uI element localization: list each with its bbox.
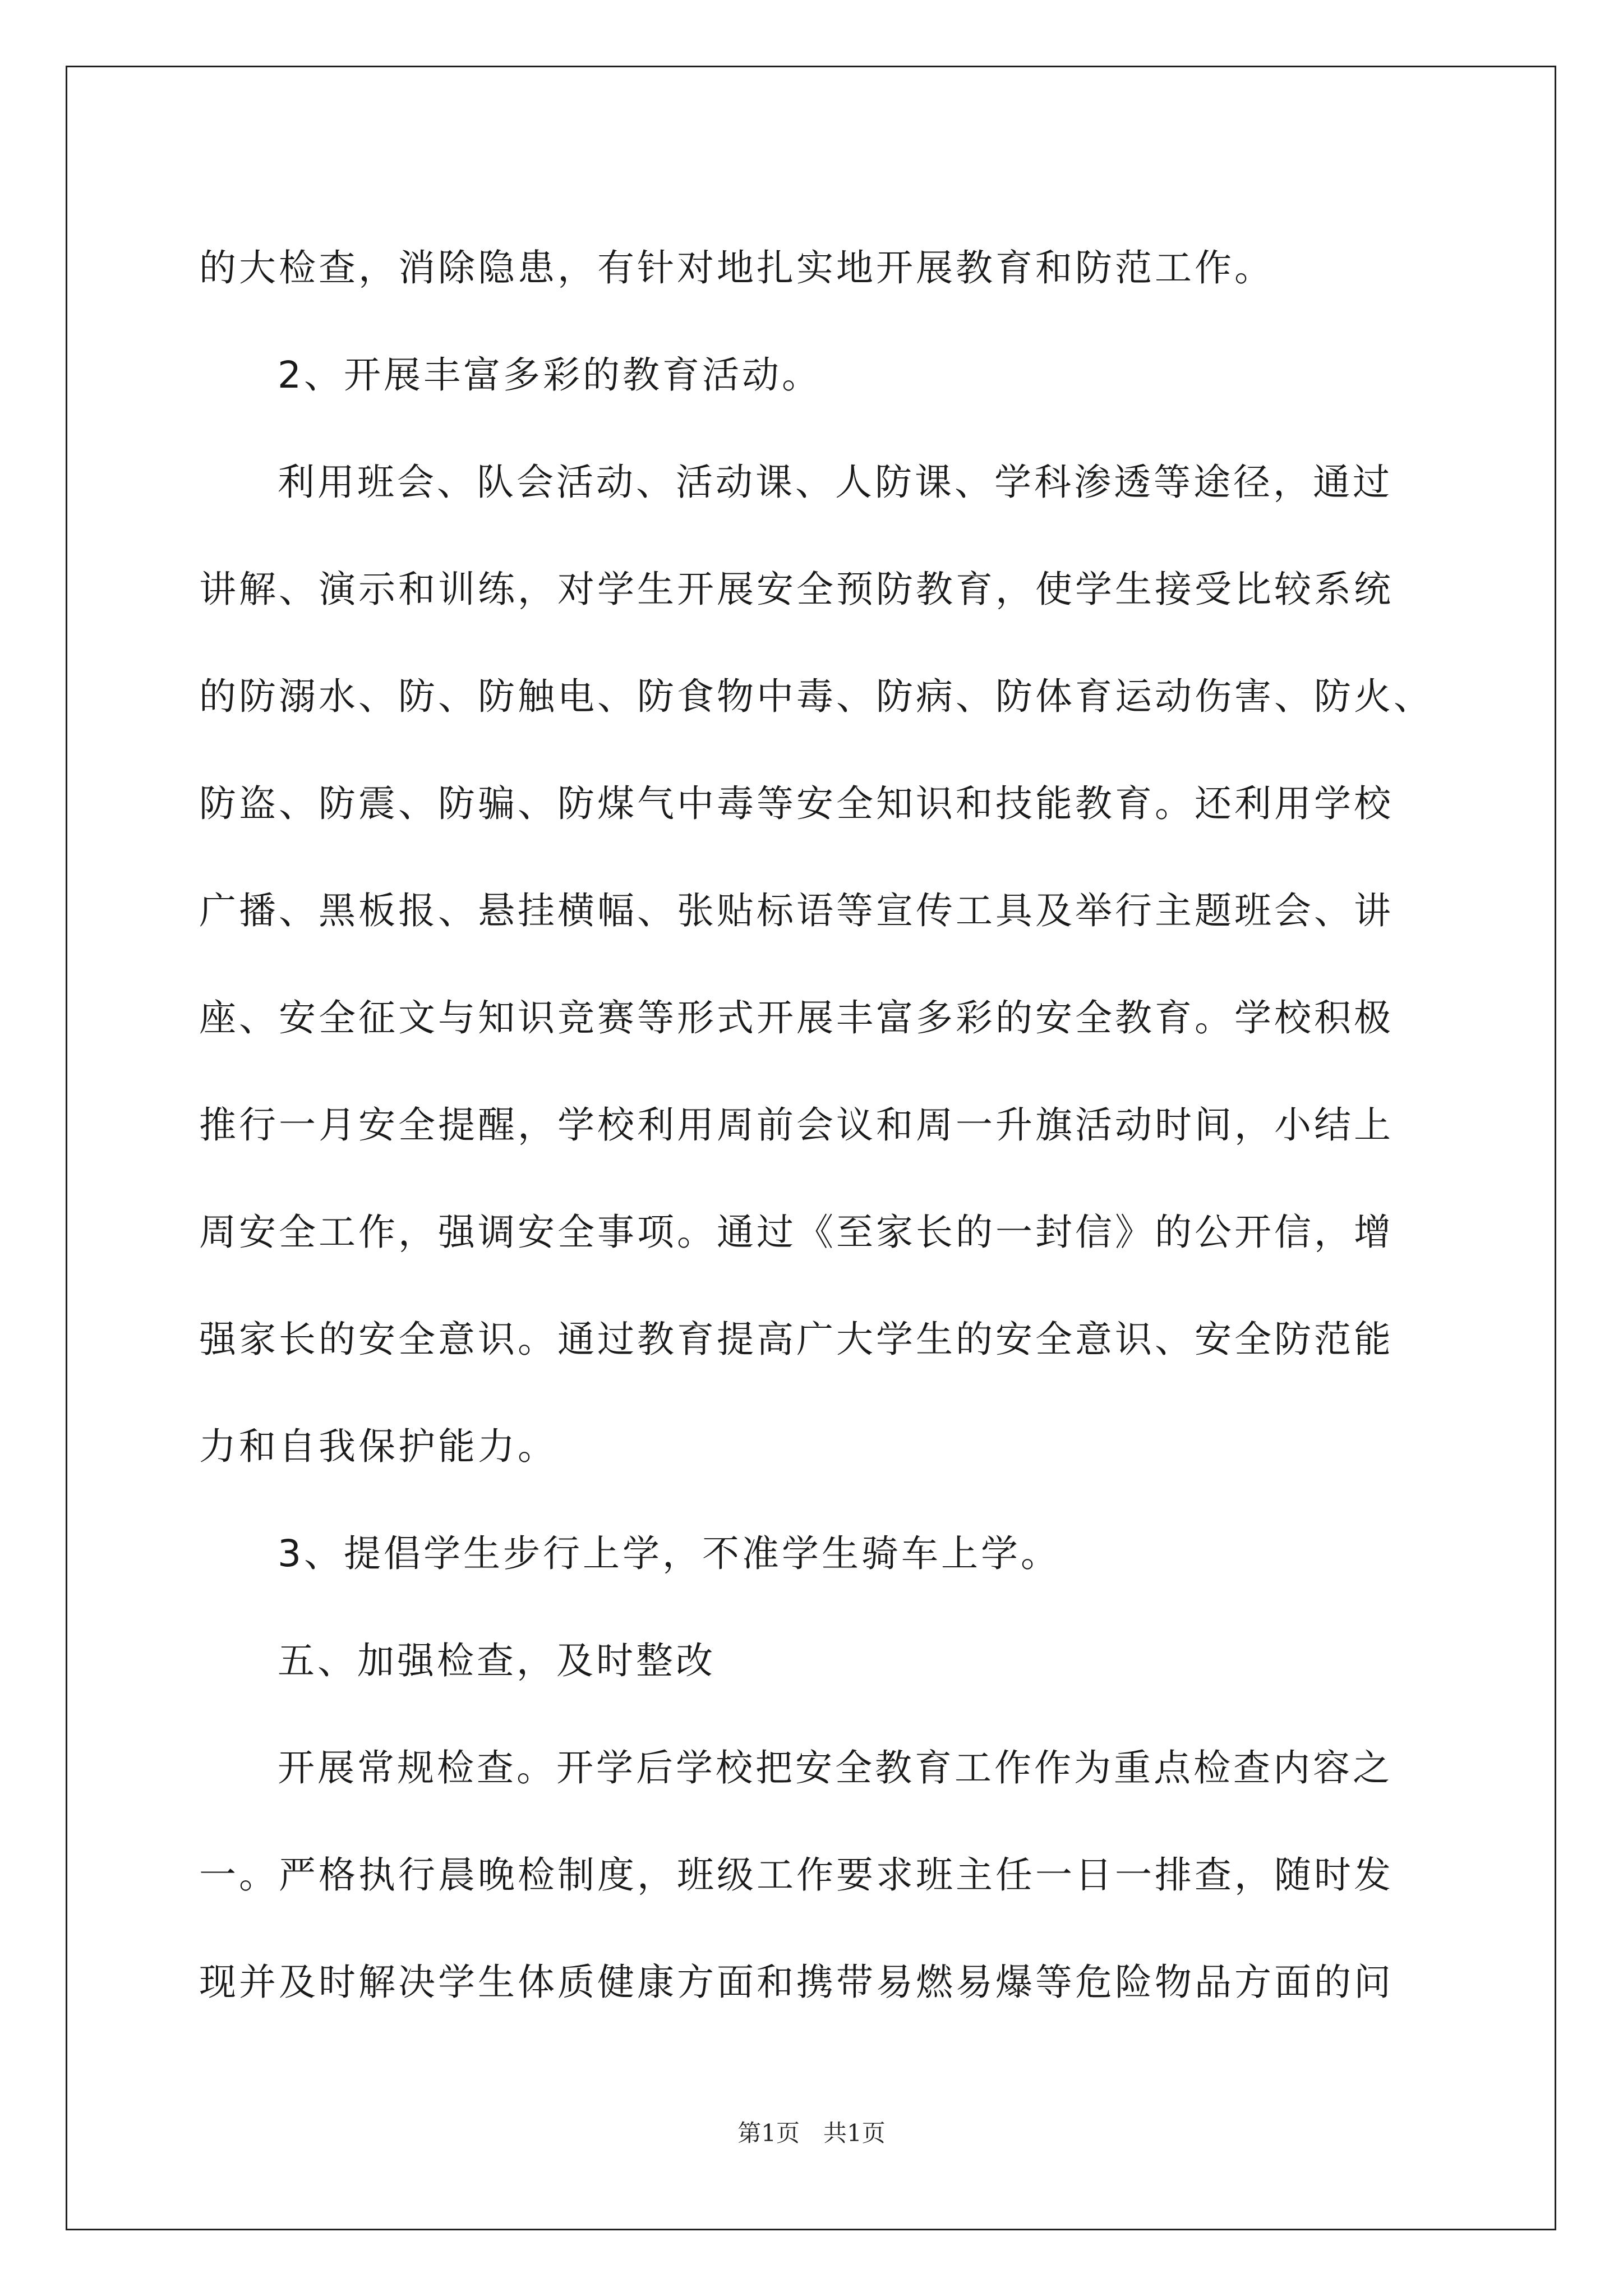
text-line: 一。严格执行晨晚检制度，班级工作要求班主任一日一排查，随时发 [199, 1853, 1394, 1897]
text-line: 防盗、防震、防骗、防煤气中毒等安全知识和技能教育。还利用学校 [199, 782, 1394, 825]
text-line: 利用班会、队会活动、活动课、人防课、学科渗透等途径，通过 [278, 461, 1393, 504]
text-line: 开展常规检查。开学后学校把安全教育工作作为重点检查内容之 [278, 1746, 1393, 1789]
text-line: 的防溺水、防、防触电、防食物中毒、防病、防体育运动伤害、防火、 [199, 675, 1433, 718]
text-line: 2、开展丰富多彩的教育活动。 [278, 353, 822, 397]
text-line: 推行一月安全提醒，学校利用周前会议和周一升旗活动时间，小结上 [199, 1103, 1394, 1147]
text-line: 座、安全征文与知识竞赛等形式开展丰富多彩的安全教育。学校积极 [199, 996, 1394, 1039]
text-line: 讲解、演示和训练，对学生开展安全预防教育，使学生接受比较系统 [199, 568, 1394, 611]
text-line: 周安全工作，强调安全事项。通过《至家长的一封信》的公开信，增 [199, 1211, 1394, 1254]
document-body [199, 214, 1455, 2036]
text-line: 广播、黑板报、悬挂横幅、张贴标语等宣传工具及举行主题班会、讲 [199, 889, 1394, 932]
text-line: 3、提倡学生步行上学，不准学生骑车上学。 [278, 1532, 1061, 1575]
text-line: 力和自我保护能力。 [199, 1425, 557, 1468]
page-number-footer: 第1页 共1页 [737, 2119, 886, 2147]
section-heading: 五、加强检查，及时整改 [278, 1639, 716, 1682]
text-line: 现并及时解决学生体质健康方面和携带易燃易爆等危险物品方面的问 [199, 1961, 1394, 2004]
text-line: 强家长的安全意识。通过教育提高广大学生的安全意识、安全防范能 [199, 1318, 1394, 1361]
text-line: 的大检查，消除隐患，有针对地扎实地开展教育和防范工作。 [199, 246, 1274, 289]
